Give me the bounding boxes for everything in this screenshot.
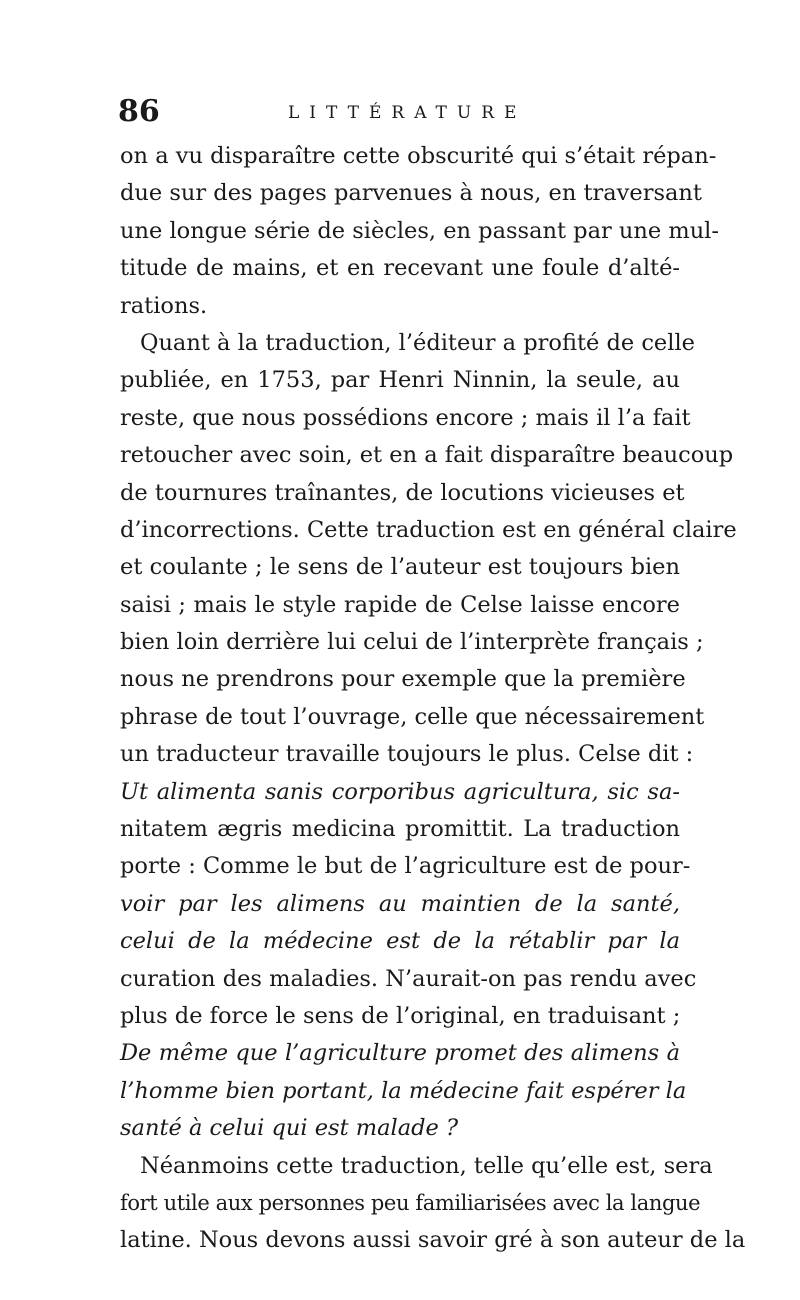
text-line: rations. <box>120 292 208 319</box>
page-number: 86 <box>118 94 160 129</box>
text-line: fort utile aux personnes peu familiarisées avec la langue <box>120 1190 701 1215</box>
text-line: de tournures traînantes, de locutions vicieuses et <box>120 479 685 506</box>
text-line: Quant à la traduction, l’éditeur a profité de celle <box>140 329 695 356</box>
text-line: santé à celui qui est malade ? <box>120 1115 459 1142</box>
text-line: l’homme bien portant, la médecine fait espérer la <box>120 1077 687 1104</box>
text-line: et coulante ; le sens de l’auteur est toujours bien <box>120 554 680 581</box>
text-line: Ut alimenta sanis corporibus agricultura, sic sa- <box>120 778 680 805</box>
text-line: bien loin derrière lui celui de l’interprète français ; <box>120 629 704 656</box>
text-line: phrase de tout l’ouvrage, celle que nécessairement <box>120 703 705 730</box>
running-title: LITTÉRATURE <box>288 103 527 123</box>
text-line: due sur des pages parvenues à nous, en traversant <box>120 180 702 207</box>
text-line: retoucher avec soin, et en a fait disparaître beaucoup <box>120 442 734 469</box>
text-line: titude de mains, et en recevant une foule d’alté- <box>120 255 680 282</box>
text-line: Néanmoins cette traduction, telle qu’elle est, sera <box>140 1152 713 1179</box>
text-line: porte : Comme le but de l’agriculture est de pour- <box>120 853 691 880</box>
text-line: on a vu disparaître cette obscurité qui s’était répan- <box>120 143 717 169</box>
text-line: celui de la médecine est de la rétablir par la <box>120 928 680 955</box>
text-line: nitatem ægris medicina promittit. La traduction <box>120 816 680 843</box>
text-line: un traducteur travaille toujours le plus. Celse dit : <box>120 741 694 768</box>
text-line: d’incorrections. Cette traduction est en général claire <box>120 516 737 543</box>
text-line: nous ne prendrons pour exemple que la première <box>120 666 686 693</box>
text-line: De même que l’agriculture promet des alimens à <box>120 1040 680 1067</box>
body-text <box>120 138 746 1260</box>
text-line: une longue série de siècles, en passant par une mul- <box>120 217 719 244</box>
text-line: voir par les alimens au maintien de la santé, <box>120 890 680 917</box>
text-line: publiée, en 1753, par Henri Ninnin, la seule, au <box>120 367 680 394</box>
text-line: latine. Nous devons aussi savoir gré à son auteur de la <box>120 1227 746 1254</box>
running-head <box>118 92 688 132</box>
text-line: curation des maladies. N’aurait-on pas rendu avec <box>120 965 697 992</box>
text-line: reste, que nous possédions encore ; mais il l’a fait <box>120 404 691 431</box>
text-line: plus de force le sens de l’original, en traduisant ; <box>120 1002 681 1029</box>
text-line: saisi ; mais le style rapide de Celse laisse encore <box>120 591 680 618</box>
